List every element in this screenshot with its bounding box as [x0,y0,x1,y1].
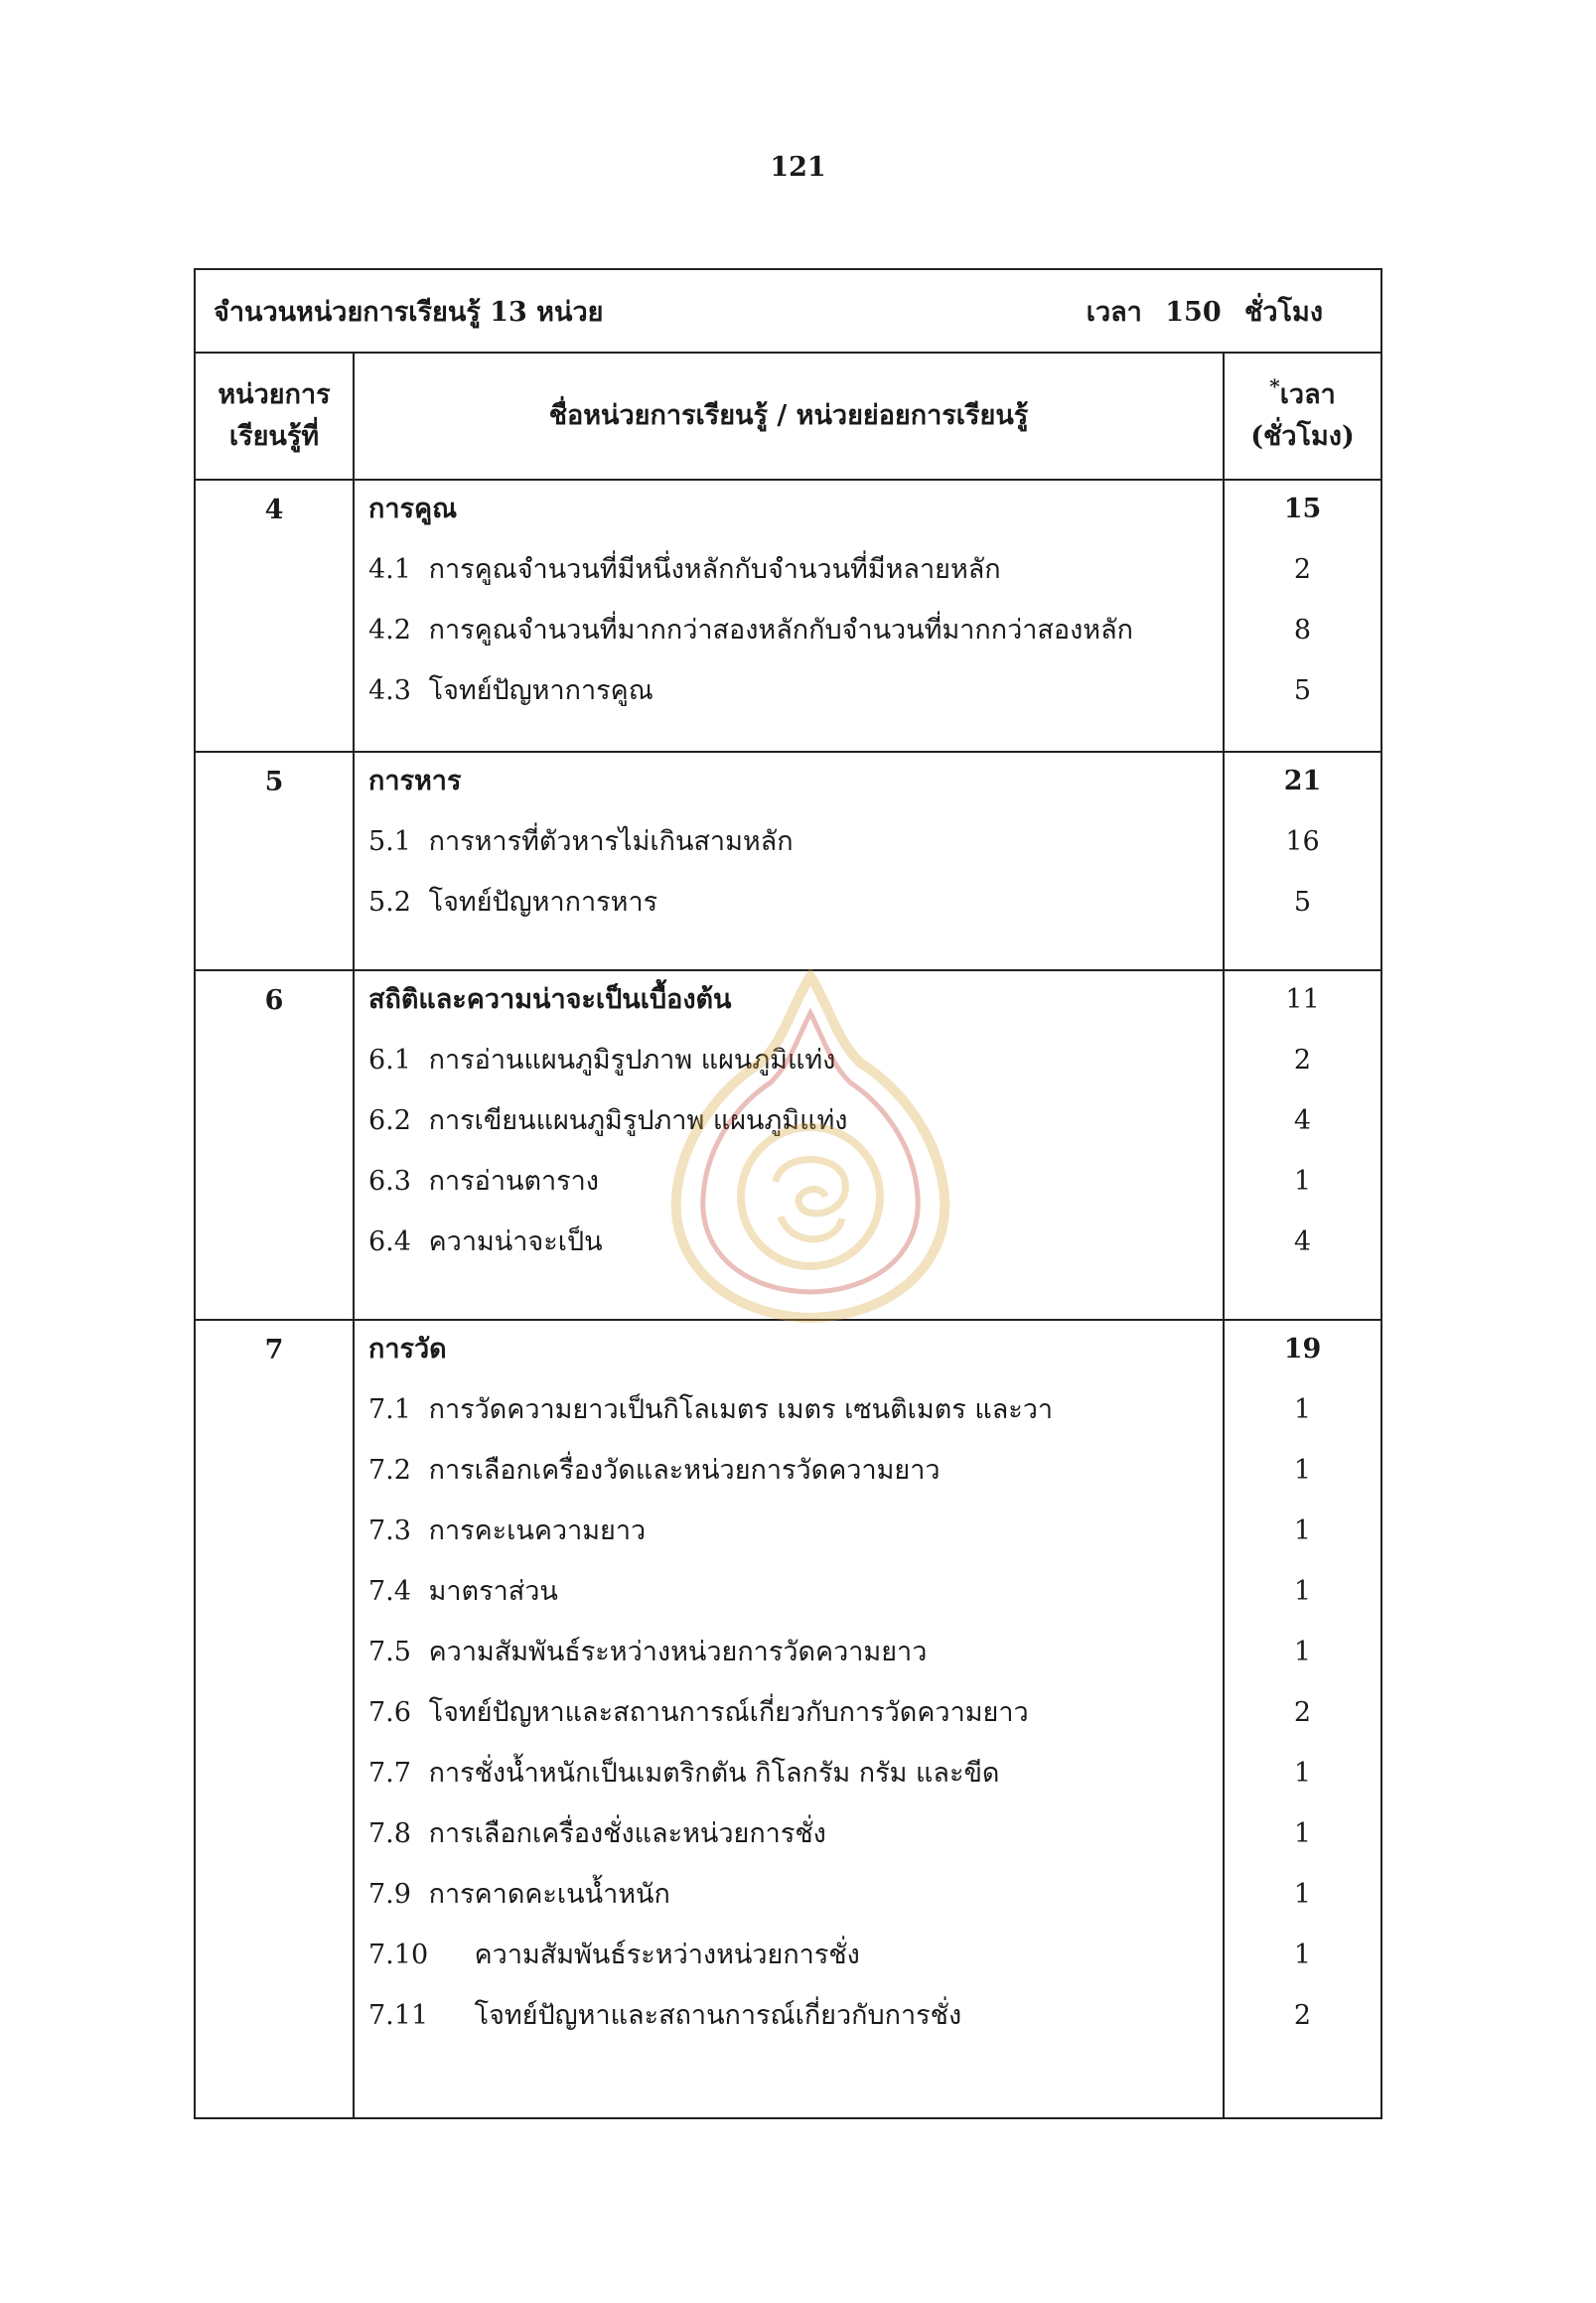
sub-unit-hours: 1 [1293,1576,1312,1607]
sub-unit-hours: 4 [1293,1105,1312,1136]
sub-unit-hours: 4 [1293,1226,1312,1257]
sub-unit-name: โจทย์ปัญหาและสถานการณ์เกี่ยวกับการวัดความยาว [428,1697,1029,1728]
sub-unit-name: การคาดคะเนน้ำหนัก [428,1879,670,1910]
unit-hours [1224,480,1381,752]
sub-unit-number: 4.2 [368,615,411,646]
sub-unit [368,2001,1223,2062]
sub-unit [368,1516,1223,1577]
sub-unit-name: ความสัมพันธ์ระหว่างหน่วยการชั่ง [474,1940,860,1970]
sub-unit-number: 7.8 [368,1818,411,1849]
sub-unit [368,1577,1223,1638]
sub-unit [368,1698,1223,1759]
unit-content [354,970,1224,1320]
sub-unit-number: 7.9 [368,1879,411,1910]
sub-unit [368,616,1223,676]
unit-title: การหาร [368,766,462,796]
unit-number: 4 [195,480,354,752]
sub-unit-hours: 2 [1293,1697,1312,1728]
unit-number: 5 [195,752,354,970]
sub-unit [368,888,1223,948]
unit-hours [1224,970,1381,1320]
sub-unit [368,1941,1223,2001]
sub-unit [368,1819,1223,1880]
sub-unit-hours: 1 [1293,1879,1312,1910]
units-count-text: จำนวนหน่วยการเรียนรู้ 13 หน่วย [214,296,604,328]
sub-unit [368,1880,1223,1941]
summary-cell [195,269,1381,353]
time-header-line2: (ชั่วโมง) [1250,421,1355,452]
total-time-unit: ชั่วโมง [1244,296,1324,328]
sub-unit-hours: 1 [1293,1818,1312,1849]
sub-unit-name: การชั่งน้ำหนักเป็นเมตริกตัน กิโลกรัม กรัม และขีด [428,1758,1000,1789]
sub-unit-hours: 2 [1293,2000,1312,2031]
sub-unit-name: การคูณจำนวนที่มีหนึ่งหลักกับจำนวนที่มีหลายหลัก [428,554,1001,585]
sub-unit-name: การเขียนแผนภูมิรูปภาพ แผนภูมิแท่ง [428,1105,848,1136]
unit-content [354,752,1224,970]
unit-title: สถิติและความน่าจะเป็นเบื้องต้น [368,984,732,1015]
sub-unit-hours: 1 [1293,1637,1312,1667]
unit-hours [1224,1320,1381,2118]
sub-unit-name: โจทย์ปัญหาและสถานการณ์เกี่ยวกับการชั่ง [474,2000,962,2031]
sub-unit-hours: 2 [1293,554,1312,585]
unit-title: การวัด [368,1334,447,1365]
sub-unit-name: การเลือกเครื่องชั่งและหน่วยการชั่ง [428,1818,826,1849]
unit-title: การคูณ [368,494,458,524]
page-number: 121 [770,152,826,183]
sub-unit-name: การเลือกเครื่องวัดและหน่วยการวัดความยาว [428,1455,941,1486]
sub-unit-number: 6.2 [368,1105,411,1136]
sub-unit [368,1046,1223,1106]
sub-unit-hours: 1 [1293,1455,1312,1486]
sub-unit-name: ความน่าจะเป็น [428,1226,603,1257]
total-time-value: 150 [1165,296,1222,328]
sub-unit [368,1456,1223,1516]
sub-unit-number: 7.7 [368,1758,411,1789]
sub-unit-name: โจทย์ปัญหาการคูณ [428,675,653,706]
sub-unit-hours: 1 [1293,1515,1312,1546]
time-header-star: * [1269,374,1280,399]
sub-unit-name: มาตราส่วน [428,1576,558,1607]
total-time [1087,290,1363,333]
sub-unit-name: โจทย์ปัญหาการหาร [428,887,658,918]
sub-unit-hours: 1 [1293,1394,1312,1425]
sub-unit-name: การคูณจำนวนที่มากกว่าสองหลักกับจำนวนที่มากกว่าสองหลัก [428,615,1134,646]
sub-unit [368,1227,1223,1288]
sub-unit-number: 7.1 [368,1394,411,1425]
sub-unit-name: ความสัมพันธ์ระหว่างหน่วยการวัดความยาว [428,1637,928,1667]
unit-total-hours: 15 [1283,494,1322,524]
sub-unit-number: 7.5 [368,1637,411,1667]
sub-unit-number: 6.1 [368,1045,411,1076]
unit-row-5 [195,752,1381,970]
sub-unit [368,676,1223,737]
unit-total-hours: 11 [1285,984,1320,1015]
sub-unit-hours: 2 [1293,1045,1312,1076]
sub-unit-name: การคะเนความยาว [428,1515,647,1546]
sub-unit-number: 4.3 [368,675,411,706]
sub-unit-number: 5.1 [368,826,411,857]
sub-unit-name: การหารที่ตัวหารไม่เกินสามหลัก [428,826,794,857]
unit-content [354,1320,1224,2118]
sub-unit-hours: 5 [1293,675,1312,706]
sub-unit-name: การอ่านตาราง [428,1166,599,1197]
sub-unit [368,1759,1223,1819]
total-time-label: เวลา [1086,296,1142,328]
sub-unit-number: 6.3 [368,1166,411,1197]
sub-unit-hours: 8 [1293,615,1312,646]
sub-unit [368,1167,1223,1227]
sub-unit-name: การอ่านแผนภูมิรูปภาพ แผนภูมิแท่ง [428,1045,836,1076]
sub-unit-hours: 1 [1293,1758,1312,1789]
summary-row [195,269,1381,353]
unit-row-7 [195,1320,1381,2118]
unit-hours [1224,752,1381,970]
sub-unit [368,555,1223,616]
unit-row-4 [195,480,1381,752]
sub-unit-number: 7.2 [368,1455,411,1486]
unit-number-header [195,353,354,480]
unit-number: 6 [195,970,354,1320]
unit-total-hours: 21 [1283,766,1322,796]
unit-number-header-line2: เรียนรู้ที่ [228,421,320,452]
sub-unit [368,1395,1223,1456]
sub-unit [368,827,1223,888]
unit-total-hours: 19 [1283,1334,1322,1365]
course-structure-table [194,268,1382,2119]
unit-number: 7 [195,1320,354,2118]
sub-unit [368,1638,1223,1698]
sub-unit-number: 5.2 [368,887,411,918]
sub-unit-hours: 1 [1293,1940,1312,1970]
sub-unit-hours: 1 [1293,1166,1312,1197]
time-header [1224,353,1381,480]
sub-unit [368,1106,1223,1167]
sub-unit-number: 7.11 [368,2000,429,2031]
time-header-line1: เวลา [1279,379,1336,411]
unit-row-6 [195,970,1381,1320]
sub-unit-number: 7.10 [368,1940,429,1970]
sub-unit-number: 7.4 [368,1576,411,1607]
sub-unit-name: การวัดความยาวเป็นกิโลเมตร เมตร เซนติเมตร และวา [428,1394,1054,1425]
unit-name-header: ชื่อหน่วยการเรียนรู้ / หน่วยย่อยการเรียนรู้ [354,353,1224,480]
sub-unit-number: 7.3 [368,1515,411,1546]
sub-unit-number: 4.1 [368,554,411,585]
sub-unit-number: 7.6 [368,1697,411,1728]
unit-content [354,480,1224,752]
sub-unit-hours: 5 [1293,887,1312,918]
sub-unit-hours: 16 [1285,826,1320,857]
sub-unit-number: 6.4 [368,1226,411,1257]
header-row [195,353,1381,480]
unit-number-header-line1: หน่วยการ [218,379,331,411]
